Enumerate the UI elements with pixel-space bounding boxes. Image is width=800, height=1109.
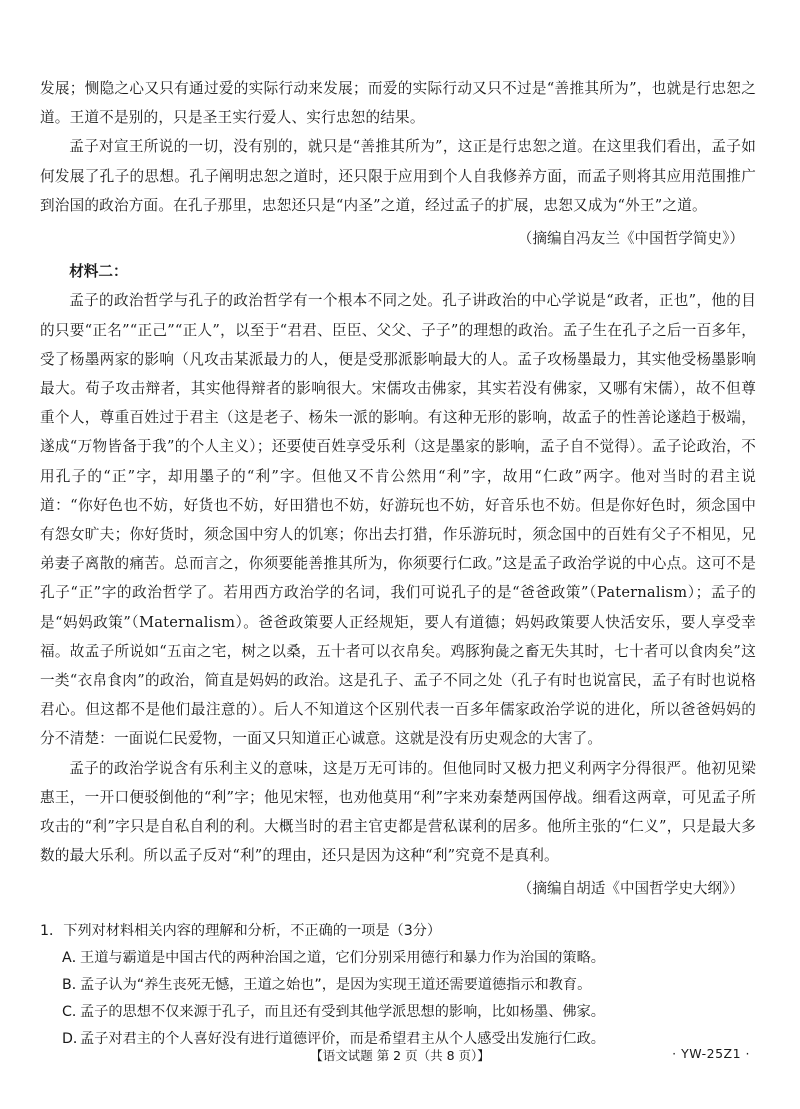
option-letter: A．	[62, 949, 86, 966]
page-footer	[0, 1046, 800, 1070]
question-1-option-a[interactable]	[62, 945, 756, 972]
option-text: 孟子认为“养生丧死无憾，王道之始也”，是因为实现王道还需要道德指示和教育。	[80, 976, 592, 993]
material-one-paragraph: 孟子对宣王所说的一切，没有别的，就只是“善推其所为”，这正是行忠恕之道。在这里我们看出，孟子如何发展了孔子的思想。孔子阐明忠恕之道时，还只限于应用到个人自我修养方面，而孟子则将其应用范围推广到治国的政治方面。在孔子那里，忠恕还只是“内圣”之道，经过孟子的扩展，忠恕又成为“外王”之道。	[40, 138, 756, 214]
question-1-option-c[interactable]	[62, 999, 756, 1026]
material-one-source: （摘编自冯友兰《中国哲学简史》）	[517, 230, 744, 248]
exam-page-body	[40, 74, 756, 1053]
material-two-paragraph-1: 孟子的政治哲学与孔子的政治哲学有一个根本不同之处。孔子讲政治的中心学说是“政者，正也”，他的目的只要“正名”“正己”“正人”，以至于“君君、臣臣、父父、子子”的理想的政治。孟子生在孔子之后一百多年，受了杨墨两家的影响（凡攻击某派最力的人，便是受那派影响最大的人。孟子攻杨墨最力，其实他受杨墨影响最大。荀子攻击辩者，其实他得辩者的影响很大。宋儒攻击佛家，其实若没有佛家，又哪有宋儒），故不但尊重个人，尊重百姓过于君主（这是老子、杨朱一派的影响。有这种无形的影响，故孟子的性善论遂趋于极端，遂成“万物皆备于我”的个人主义）；还要使百姓享受乐利（这是墨家的影响，孟子自不觉得）。孟子论政治，不用孔子的“正”字，却用墨子的“利”字。但他又不肯公然用“利”字，故用“仁政”两字。他对当时的君主说道：“你好色也不妨，好货也不妨，好田猎也不妨，好游玩也不妨，好音乐也不妨。但是你好色时，须念国中有怨女旷夫；你好货时，须念国中穷人的饥寒；你出去打猎，作乐游玩时，须念国中的百姓有父子不相见，兄弟妻子离散的痛苦。总而言之，你须要能善推其所为，你须要行仁政。”这是孟子政治学说的中心点。这可不是孔子“正”字的政治哲学了。若用西方政治学的名词，我们可说孔子的是“爸爸政策”（Paternalism）；孟子的是“妈妈政策”（Maternalism）。爸爸政策要人正经规矩，要人有道德；妈妈政策要人快活安乐，要人享受幸福。故孟子所说如“五亩之宅，树之以桑，五十者可以衣帛矣。鸡豚狗彘之畜无失其时，七十者可以食肉矣”这一类“衣帛食肉”的政治，简直是妈妈的政治。这是孔子、孟子不同之处（孔子有时也说富民，孟子有时也说格君心。但这都不是他们最注意的）。后人不知道这个区别代表一百多年儒家政治学说的进化，所以爸爸妈妈的分不清楚：一面说仁民爱物，一面又只知道正心诚意。这就是没有历史观念的大害了。	[40, 292, 756, 748]
page-number: 【语文试题 第 2 页（共 8 页）】	[310, 1048, 490, 1063]
option-text: 孟子对君主的个人喜好没有进行道德评价，而是希望君主从个人感受出发施行仁政。	[80, 1030, 605, 1047]
question-1	[40, 918, 756, 1053]
material-two-source: （摘编自胡适《中国哲学史大纲》）	[517, 880, 744, 898]
question-1-option-b[interactable]	[62, 972, 756, 999]
material-two-heading: 材料二：	[69, 263, 128, 281]
option-letter: C．	[62, 1003, 87, 1020]
option-text: 孟子的思想不仅来源于孔子，而且还有受到其他学派思想的影响，比如杨墨、佛家。	[80, 1003, 605, 1020]
material-one-continuation: 发展；恻隐之心又只有通过爱的实际行动来发展；而爱的实际行动又只不过是“善推其所为”，也就是行忠恕之道。王道不是别的，只是圣王实行爱人、实行忠恕的结果。	[40, 80, 756, 127]
exam-code: · YW-25Z1 ·	[672, 1046, 750, 1061]
option-text: 王道与霸道是中国古代的两种治国之道，它们分别采用德行和暴力作为治国的策略。	[80, 949, 605, 966]
material-two-paragraph-2: 孟子的政治学说含有乐利主义的意味，这是万无可讳的。但他同时又极力把义利两字分得很严。他初见梁惠王，一开口便驳倒他的“利”字；他见宋牼，也劝他莫用“利”字来劝秦楚两国停战。细看这两章，可见孟子所攻击的“利”字只是自私自利的利。大概当时的君主官吏都是营私谋利的居多。他所主张的“仁义”，只是最大多数的最大乐利。所以孟子反对“利”的理由，还只是因为这种“利”究竟不是真利。	[40, 759, 756, 865]
option-letter: D．	[62, 1030, 88, 1047]
question-1-stem: 1．下列对材料相关内容的理解和分析，不正确的一项是（3分）	[40, 922, 442, 939]
option-letter: B．	[62, 976, 86, 993]
